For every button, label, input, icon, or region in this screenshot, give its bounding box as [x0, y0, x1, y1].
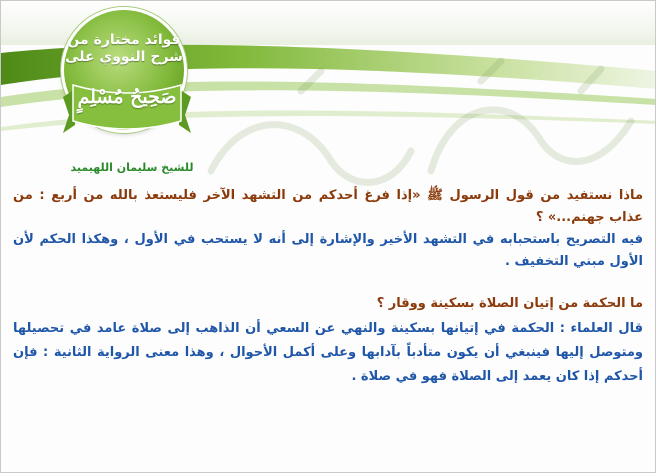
- qa-section: [13, 185, 643, 273]
- question-text: ماذا نستفيد من قول الرسول ﷺ «إذا فرغ أحدكم من التشهد الآخر فليستعذ بالله من أربع : من عذاب جهنم...» ؟: [13, 188, 643, 225]
- logo-title: فوائد مختارة من شرح النووي على: [65, 32, 183, 65]
- question-text: ما الحكمة من إتيان الصلاة بسكينة ووقار ؟: [376, 296, 643, 311]
- content-area: [13, 185, 643, 389]
- answer-text: فيه التصريح باستحبابه في التشهد الأخير والإشارة إلى أنه لا يستحب في الأول ، وهكذا الحكم لأن الأول مبني التخفيف .: [13, 232, 643, 269]
- qa-section: [13, 293, 643, 389]
- author-name: للشيخ سليمان اللهيميد: [70, 161, 194, 174]
- ribbon-title: صَحِيحُ مُسْلِمٍ: [77, 86, 177, 108]
- answer-text: قال العلماء : الحكمة في إتيانها بسكينة والنهي عن السعي أن الذاهب إلى صلاة عامد في تحصيلها ومتوصل إليها فينبغي أن يكون متأدباً بآدابها وعلى أكمل الأحوال ، وهذا معنى الرواية الثانية : فإن أحدكم إذا كان يعمد إلى الصلاة فهو في صلاة .: [13, 321, 643, 384]
